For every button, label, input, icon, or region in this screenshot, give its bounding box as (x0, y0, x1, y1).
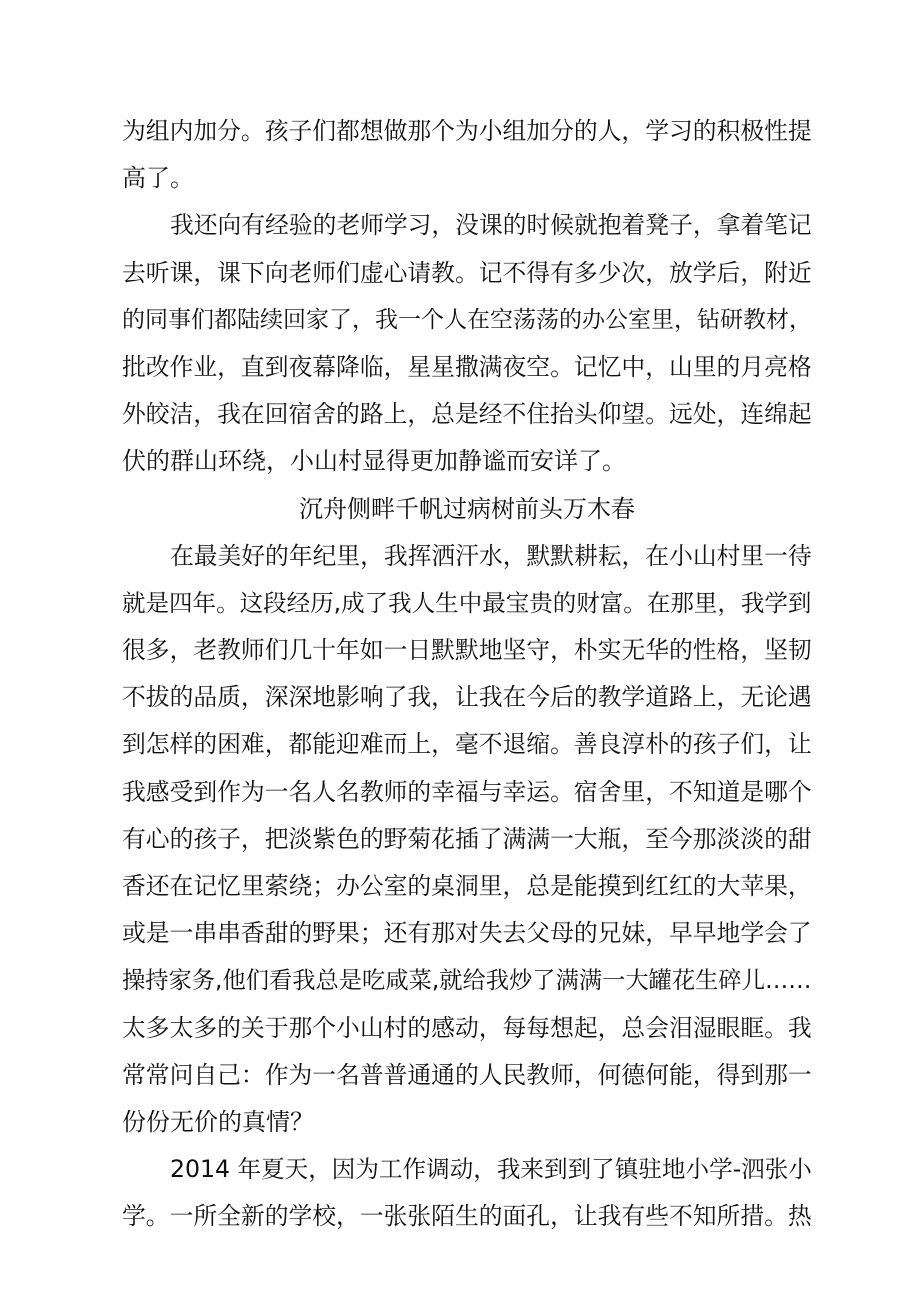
text-line: 或是一串串香甜的野果；还有那对失去父母的兄妹，早早地学会了 (122, 919, 812, 948)
text-line: 不拔的品质，深深地影响了我，让我在今后的教学道路上，无论遇 (122, 683, 812, 712)
text-line: 太多太多的关于那个小山村的感动，每每想起，总会泪湿眼眶。我 (122, 1013, 812, 1042)
text-line: 学。一所全新的学校，一张张陌生的面孔，让我有些不知所措。热 (122, 1202, 812, 1231)
text-line: 去听课，课下向老师们虚心请教。记不得有多少次，放学后，附近 (122, 258, 812, 287)
text-line: 份份无价的真情？ (122, 1107, 314, 1136)
text-line: 我还向有经验的老师学习，没课的时候就抱着凳子，拿着笔记 (170, 211, 812, 240)
section-heading: 沉舟侧畔千帆过病树前头万木春 (299, 494, 635, 523)
text-line: 香还在记忆里萦绕；办公室的桌洞里，总是能摸到红红的大苹果， (122, 872, 812, 900)
text-line: 高了。 (122, 164, 194, 193)
document-page (122, 108, 812, 1241)
text-line: 很多，老教师们几十年如一日默默地坚守，朴实无华的性格，坚韧 (122, 636, 812, 665)
text-line: 2014 年夏天，因为工作调动，我来到到了镇驻地小学-泗张小 (170, 1155, 812, 1184)
text-line: 批改作业，直到夜幕降临，星星撒满夜空。记忆中，山里的月亮格 (122, 352, 812, 381)
text-line: 的同事们都陆续回家了，我一个人在空荡荡的办公室里，钻研教材， (122, 306, 812, 333)
text-line: 就是四年。这段经历,成了我人生中最宝贵的财富。在那里，我学到 (122, 588, 812, 617)
text-line: 伏的群山环绕，小山村显得更加静谧而安详了。 (122, 447, 626, 476)
text-line: 外皎洁，我在回宿舍的路上，总是经不住抬头仰望。远处，连绵起 (122, 400, 812, 429)
text-line: 我感受到作为一名人名教师的幸福与幸运。宿舍里，不知道是哪个 (122, 777, 812, 806)
text-line: 为组内加分。孩子们都想做那个为小组加分的人，学习的积极性提 (122, 117, 812, 145)
text-line: 在最美好的年纪里，我挥洒汗水，默默耕耘，在小山村里一待 (170, 541, 812, 570)
text-line: 操持家务,他们看我总是吃咸菜,就给我炒了满满一大罐花生碎儿…… (122, 967, 812, 995)
text-line: 常常问自己：作为一名普普通通的人民教师，何德何能，得到那一 (122, 1060, 812, 1089)
text-line: 有心的孩子，把淡紫色的野菊花插了满满一大瓶，至今那淡淡的甜 (122, 824, 812, 853)
text-line: 到怎样的困难，都能迎难而上，毫不退缩。善良淳朴的孩子们，让 (122, 730, 812, 759)
